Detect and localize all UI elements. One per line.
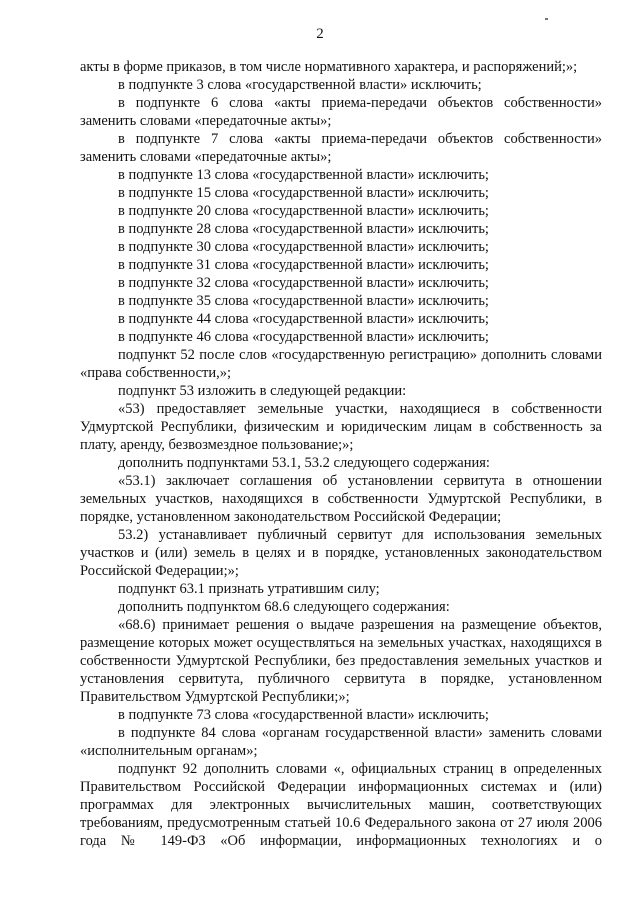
paragraph: в подпункте 6 слова «акты приема-передачи объектов собственности» заменить словами «передаточные акты»; bbox=[80, 95, 602, 129]
paragraph: в подпункте 3 слова «государственной власти» исключить; bbox=[118, 77, 482, 93]
paragraph: в подпункте 31 слова «государственной власти» исключить; bbox=[118, 257, 489, 273]
paragraph-continuation: акты в форме приказов, в том числе нормативного характера, и распоряжений;»; bbox=[80, 59, 578, 75]
paragraph: «53) предоставляет земельные участки, находящиеся в собственности Удмуртской Республики, физическим и юридическим лицам в собственность за плату, аренду, безвозмездное пользование;»; bbox=[80, 401, 602, 453]
document-body bbox=[80, 58, 602, 850]
paragraph: в подпункте 20 слова «государственной власти» исключить; bbox=[118, 203, 489, 219]
paragraph: в подпункте 32 слова «государственной власти» исключить; bbox=[118, 275, 489, 291]
scan-mark bbox=[545, 18, 548, 20]
paragraph: 53.2) устанавливает публичный сервитут для использования земельных участков и (или) земель в целях и в порядке, установленных законодательством Российской Федерации;»; bbox=[80, 527, 602, 579]
paragraph: в подпункте 15 слова «государственной власти» исключить; bbox=[118, 185, 489, 201]
paragraph: дополнить подпунктами 53.1, 53.2 следующего содержания: bbox=[118, 455, 490, 471]
paragraph: подпункт 53 изложить в следующей редакции: bbox=[118, 383, 407, 399]
paragraph: «68.6) принимает решения о выдаче разрешения на размещение объектов, размещение которых может осуществляться на земельных участках, находящихся в собственности Удмуртской Республики, без предоставления земельных участков и установления сервитута, публичного сервитута в порядке, установленном Правительством Удмуртской Республики;»; bbox=[80, 617, 602, 705]
paragraph-continued-next-page: подпункт 92 дополнить словами «, официальных страниц в определенных Правительством Российской Федерации информационных системах и (или) программах для электронных вычислительных машин, соответствующих требованиям, предусмотренным статьей 10.6 Федерального закона от 27 июля 2006 года № 149-ФЗ «Об информации, информационных технологиях и о bbox=[80, 761, 602, 849]
paragraph: в подпункте 28 слова «государственной власти» исключить; bbox=[118, 221, 489, 237]
paragraph: в подпункте 73 слова «государственной власти» исключить; bbox=[118, 707, 489, 723]
page-number: 2 bbox=[316, 26, 324, 42]
paragraph: в подпункте 46 слова «государственной власти» исключить; bbox=[118, 329, 489, 345]
paragraph: в подпункте 44 слова «государственной власти» исключить; bbox=[118, 311, 489, 327]
paragraph: в подпункте 84 слова «органам государственной власти» заменить словами «исполнительным органам»; bbox=[80, 725, 602, 759]
paragraph: в подпункте 35 слова «государственной власти» исключить; bbox=[118, 293, 489, 309]
paragraph: подпункт 52 после слов «государственную регистрацию» дополнить словами «права собственности,»; bbox=[80, 347, 602, 381]
paragraph: «53.1) заключает соглашения об установлении сервитута в отношении земельных участков, находящихся в собственности Удмуртской Республики, в порядке, установленном законодательством Российской Федерации; bbox=[80, 473, 602, 525]
paragraph: в подпункте 30 слова «государственной власти» исключить; bbox=[118, 239, 489, 255]
paragraph: дополнить подпунктом 68.6 следующего содержания: bbox=[118, 599, 450, 615]
paragraph: подпункт 63.1 признать утратившим силу; bbox=[118, 581, 380, 597]
paragraph: в подпункте 7 слова «акты приема-передачи объектов собственности» заменить словами «передаточные акты»; bbox=[80, 131, 602, 165]
paragraph: в подпункте 13 слова «государственной власти» исключить; bbox=[118, 167, 489, 183]
